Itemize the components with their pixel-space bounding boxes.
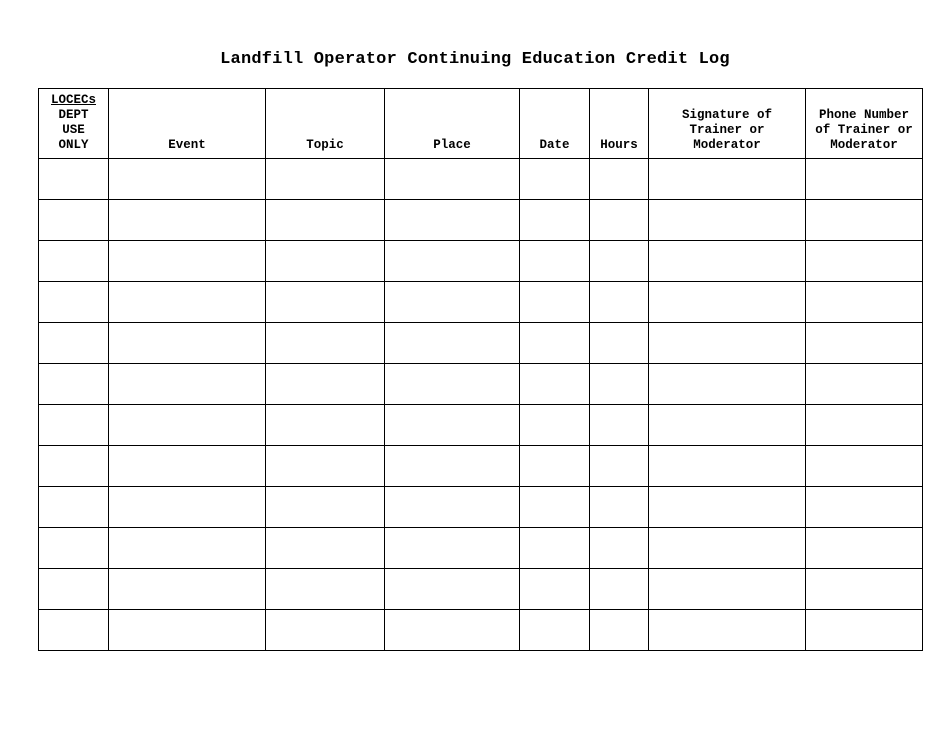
cell-signature[interactable]	[649, 200, 806, 241]
header-signature-line2: Trainer or	[689, 123, 765, 137]
header-signature-line3: Moderator	[693, 138, 761, 152]
header-locecs-line: LOCECs	[50, 93, 96, 107]
cell-hours[interactable]	[590, 159, 649, 200]
header-signature	[649, 89, 806, 159]
cell-hours[interactable]	[590, 323, 649, 364]
cell-hours[interactable]	[590, 528, 649, 569]
cell-event[interactable]	[109, 528, 266, 569]
cell-place[interactable]	[385, 323, 520, 364]
cell-place[interactable]	[385, 569, 520, 610]
cell-phone[interactable]	[806, 364, 923, 405]
cell-event[interactable]	[109, 364, 266, 405]
cell-phone[interactable]	[806, 487, 923, 528]
table-row	[39, 159, 923, 200]
cell-date[interactable]	[520, 446, 590, 487]
cell-signature[interactable]	[649, 487, 806, 528]
cell-topic[interactable]	[266, 364, 385, 405]
table-row	[39, 364, 923, 405]
cell-signature[interactable]	[649, 323, 806, 364]
cell-locec[interactable]	[39, 528, 109, 569]
cell-phone[interactable]	[806, 569, 923, 610]
cell-hours[interactable]	[590, 241, 649, 282]
cell-locec[interactable]	[39, 200, 109, 241]
table-row	[39, 528, 923, 569]
cell-date[interactable]	[520, 569, 590, 610]
cell-event[interactable]	[109, 241, 266, 282]
cell-hours[interactable]	[590, 282, 649, 323]
header-phone-line3: Moderator	[830, 138, 898, 152]
cell-hours[interactable]	[590, 364, 649, 405]
cell-place[interactable]	[385, 405, 520, 446]
header-phone-line2: of Trainer or	[815, 123, 913, 137]
cell-signature[interactable]	[649, 241, 806, 282]
cell-signature[interactable]	[649, 446, 806, 487]
cell-place[interactable]	[385, 446, 520, 487]
cell-topic[interactable]	[266, 446, 385, 487]
header-signature-line1: Signature of	[681, 108, 772, 122]
header-row	[39, 89, 923, 159]
cell-place[interactable]	[385, 241, 520, 282]
table-row	[39, 282, 923, 323]
cell-signature[interactable]	[649, 364, 806, 405]
cell-phone[interactable]	[806, 446, 923, 487]
cell-signature[interactable]	[649, 569, 806, 610]
cell-signature[interactable]	[649, 528, 806, 569]
cell-place[interactable]	[385, 528, 520, 569]
header-use-line: USE	[62, 123, 85, 137]
cell-date[interactable]	[520, 241, 590, 282]
cell-event[interactable]	[109, 282, 266, 323]
cell-date[interactable]	[520, 200, 590, 241]
header-phone-line1: Phone Number	[818, 108, 909, 122]
cell-topic[interactable]	[266, 528, 385, 569]
cell-place[interactable]	[385, 610, 520, 651]
table-row	[39, 241, 923, 282]
cell-hours[interactable]	[590, 200, 649, 241]
cell-hours[interactable]	[590, 446, 649, 487]
cell-event[interactable]	[109, 159, 266, 200]
table-row	[39, 569, 923, 610]
cell-locec[interactable]	[39, 610, 109, 651]
cell-phone[interactable]	[806, 528, 923, 569]
cell-hours[interactable]	[590, 487, 649, 528]
cell-place[interactable]	[385, 487, 520, 528]
header-only-line: ONLY	[58, 138, 89, 152]
cell-phone[interactable]	[806, 241, 923, 282]
cell-date[interactable]	[520, 610, 590, 651]
cell-locec[interactable]	[39, 282, 109, 323]
cell-signature[interactable]	[649, 610, 806, 651]
table-row	[39, 610, 923, 651]
header-event: Event	[109, 89, 266, 159]
cell-date[interactable]	[520, 405, 590, 446]
cell-date[interactable]	[520, 364, 590, 405]
cell-locec[interactable]	[39, 487, 109, 528]
cell-phone[interactable]	[806, 159, 923, 200]
table-row	[39, 323, 923, 364]
table-row	[39, 446, 923, 487]
cell-phone[interactable]	[806, 282, 923, 323]
cell-phone[interactable]	[806, 610, 923, 651]
cell-locec[interactable]	[39, 159, 109, 200]
cell-topic[interactable]	[266, 241, 385, 282]
cell-phone[interactable]	[806, 200, 923, 241]
header-topic: Topic	[266, 89, 385, 159]
cell-phone[interactable]	[806, 323, 923, 364]
page-title: Landfill Operator Continuing Education Credit Log	[220, 50, 730, 69]
cell-hours[interactable]	[590, 610, 649, 651]
header-phone	[806, 89, 923, 159]
cell-date[interactable]	[520, 487, 590, 528]
cell-signature[interactable]	[649, 282, 806, 323]
cell-date[interactable]	[520, 528, 590, 569]
cell-locec[interactable]	[39, 405, 109, 446]
cell-topic[interactable]	[266, 487, 385, 528]
cell-topic[interactable]	[266, 282, 385, 323]
table-row	[39, 200, 923, 241]
header-date: Date	[520, 89, 590, 159]
cell-topic[interactable]	[266, 323, 385, 364]
log-body	[39, 159, 923, 651]
cell-topic[interactable]	[266, 159, 385, 200]
cell-event[interactable]	[109, 446, 266, 487]
cell-topic[interactable]	[266, 200, 385, 241]
cell-phone[interactable]	[806, 405, 923, 446]
cell-signature[interactable]	[649, 159, 806, 200]
cell-topic[interactable]	[266, 569, 385, 610]
cell-topic[interactable]	[266, 610, 385, 651]
table-row	[39, 487, 923, 528]
cell-event[interactable]	[109, 323, 266, 364]
cell-event[interactable]	[109, 200, 266, 241]
cell-place[interactable]	[385, 364, 520, 405]
cell-locec[interactable]	[39, 241, 109, 282]
header-hours: Hours	[590, 89, 649, 159]
header-locecs-dept-use-only	[39, 89, 109, 159]
cell-date[interactable]	[520, 282, 590, 323]
table-row	[39, 405, 923, 446]
cell-hours[interactable]	[590, 405, 649, 446]
cell-date[interactable]	[520, 159, 590, 200]
cell-place[interactable]	[385, 200, 520, 241]
cell-event[interactable]	[109, 405, 266, 446]
cell-place[interactable]	[385, 282, 520, 323]
cell-event[interactable]	[109, 569, 266, 610]
cell-signature[interactable]	[649, 405, 806, 446]
cell-topic[interactable]	[266, 405, 385, 446]
header-place: Place	[385, 89, 520, 159]
cell-locec[interactable]	[39, 323, 109, 364]
cell-locec[interactable]	[39, 569, 109, 610]
credit-log-table	[38, 88, 923, 651]
cell-locec[interactable]	[39, 364, 109, 405]
cell-place[interactable]	[385, 159, 520, 200]
cell-event[interactable]	[109, 610, 266, 651]
cell-event[interactable]	[109, 487, 266, 528]
cell-locec[interactable]	[39, 446, 109, 487]
cell-date[interactable]	[520, 323, 590, 364]
header-dept-line: DEPT	[58, 108, 89, 122]
cell-hours[interactable]	[590, 569, 649, 610]
